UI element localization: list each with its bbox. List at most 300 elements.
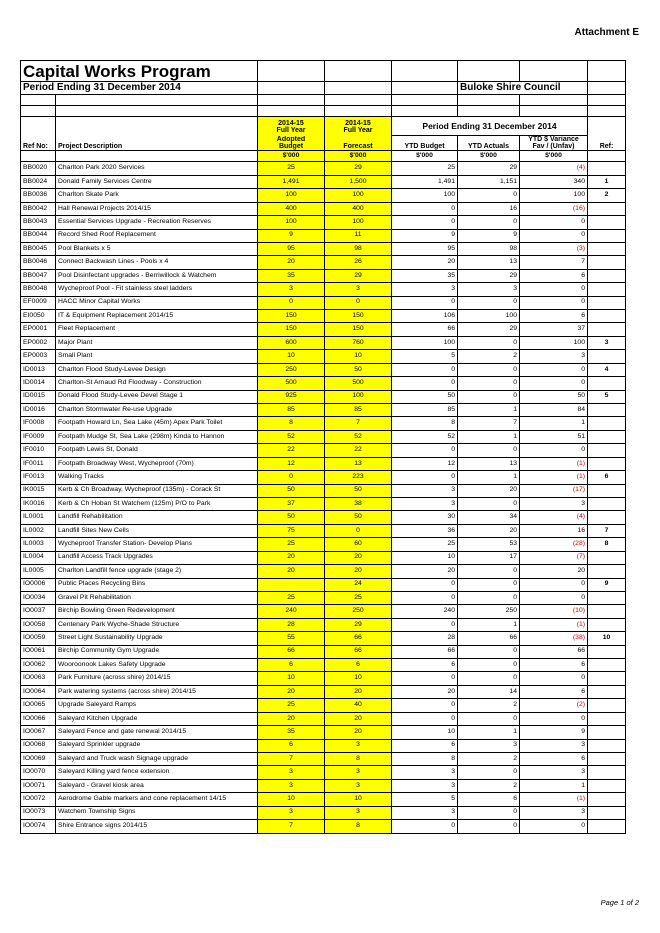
ref-note: 7 xyxy=(588,524,626,537)
full-year-forecast: 20 xyxy=(325,726,392,739)
period-group-header: Period Ending 31 December 2014 xyxy=(392,117,588,136)
adopted-budget: 100 xyxy=(258,189,325,202)
ytd-budget: 0 xyxy=(392,471,458,484)
ytd-budget: 100 xyxy=(392,189,458,202)
table-row xyxy=(21,685,626,698)
project-description: Essential Services Upgrade - Recreation Reserves xyxy=(56,216,258,229)
ytd-actual: 0 xyxy=(458,645,520,658)
table-row xyxy=(21,779,626,792)
ytd-actual: 1 xyxy=(458,726,520,739)
table-row xyxy=(21,404,626,417)
ytd-budget: 66 xyxy=(392,323,458,336)
ytd-actual: 0 xyxy=(458,363,520,376)
ref-note: 5 xyxy=(588,390,626,403)
full-year-forecast: 100 xyxy=(325,390,392,403)
project-code: IF0009 xyxy=(21,430,56,443)
adopted-budget: 1,491 xyxy=(258,175,325,188)
table-row xyxy=(21,659,626,672)
adopted-budget: 925 xyxy=(258,390,325,403)
project-code: IL0002 xyxy=(21,524,56,537)
ytd-variance: (2) xyxy=(520,699,588,712)
adopted-budget xyxy=(258,578,325,591)
ytd-budget: 3 xyxy=(392,497,458,510)
ref-note xyxy=(588,283,626,296)
project-code: EP0003 xyxy=(21,350,56,363)
project-code: ID0016 xyxy=(21,404,56,417)
adopted-budget: 75 xyxy=(258,524,325,537)
ytd-variance: 6 xyxy=(520,752,588,765)
project-code: IO0065 xyxy=(21,699,56,712)
adopted-budget: 100 xyxy=(258,216,325,229)
ref-note: 6 xyxy=(588,471,626,484)
ref-note: 4 xyxy=(588,363,626,376)
ytd-variance: 1 xyxy=(520,779,588,792)
table-row xyxy=(21,444,626,457)
ytd-budget: 0 xyxy=(392,444,458,457)
ref-note xyxy=(588,377,626,390)
unit-label: $'000 xyxy=(520,151,588,162)
ytd-variance: 0 xyxy=(520,229,588,242)
full-year-forecast: 150 xyxy=(325,323,392,336)
project-code: IO0037 xyxy=(21,605,56,618)
table-row xyxy=(21,726,626,739)
ref-note xyxy=(588,242,626,255)
ytd-actual: 0 xyxy=(458,659,520,672)
ytd-actual: 1 xyxy=(458,618,520,631)
adopted-budget: 85 xyxy=(258,404,325,417)
full-year-forecast: 400 xyxy=(325,202,392,215)
project-description: Park watering systems (across shire) 2014/15 xyxy=(56,685,258,698)
project-description: Birchip Bowling Green Redevelopment xyxy=(56,605,258,618)
table-row xyxy=(21,672,626,685)
ytd-budget: 8 xyxy=(392,417,458,430)
project-code: IF0008 xyxy=(21,417,56,430)
ytd-actual: 1 xyxy=(458,471,520,484)
full-year-forecast: 85 xyxy=(325,404,392,417)
project-code: IO0071 xyxy=(21,779,56,792)
ref-note xyxy=(588,739,626,752)
ytd-actual: 53 xyxy=(458,538,520,551)
ytd-budget: 0 xyxy=(392,712,458,725)
table-row xyxy=(21,766,626,779)
project-code: IO0006 xyxy=(21,578,56,591)
ytd-variance: (7) xyxy=(520,551,588,564)
ytd-actual: 2 xyxy=(458,350,520,363)
project-desc-header: Project Description xyxy=(56,136,258,151)
ytd-budget: 66 xyxy=(392,645,458,658)
ytd-variance: 0 xyxy=(520,578,588,591)
ytd-actual: 0 xyxy=(458,565,520,578)
ref-note xyxy=(588,618,626,631)
full-year-forecast: 3 xyxy=(325,283,392,296)
project-code: IL0001 xyxy=(21,511,56,524)
adopted-budget: 7 xyxy=(258,820,325,833)
ref-note xyxy=(588,766,626,779)
ytd-actual: 0 xyxy=(458,497,520,510)
ytd-variance: 66 xyxy=(520,645,588,658)
table-row xyxy=(21,269,626,282)
ref-note: 8 xyxy=(588,538,626,551)
ytd-budget: 95 xyxy=(392,242,458,255)
project-description: Gravel Pit Rehabilitation xyxy=(56,591,258,604)
ytd-variance: 6 xyxy=(520,310,588,323)
ytd-variance: 0 xyxy=(520,444,588,457)
project-description: Landfill Access Track Upgrades xyxy=(56,551,258,564)
ytd-actual: 0 xyxy=(458,216,520,229)
adopted-budget: 25 xyxy=(258,162,325,175)
project-description: Centenary Park Wyche-Shade Structure xyxy=(56,618,258,631)
unit-row xyxy=(21,151,626,162)
full-year-forecast: 7 xyxy=(325,417,392,430)
adopted-budget: 20 xyxy=(258,256,325,269)
adopted-budget: 55 xyxy=(258,632,325,645)
ref-note: 10 xyxy=(588,632,626,645)
adopted-budget: 35 xyxy=(258,269,325,282)
ytd-variance: 0 xyxy=(520,820,588,833)
unit-label: $'000 xyxy=(325,151,392,162)
project-description: Public Places Recycling Bins xyxy=(56,578,258,591)
ytd-actuals-header: YTD Actuals xyxy=(458,136,520,151)
table-row xyxy=(21,256,626,269)
period-row xyxy=(21,82,626,95)
project-description: Small Plant xyxy=(56,350,258,363)
ref-note xyxy=(588,162,626,175)
ytd-budget: 0 xyxy=(392,591,458,604)
project-code: ID0014 xyxy=(21,377,56,390)
full-year-forecast: 50 xyxy=(325,511,392,524)
project-description: Saleyard and Truck wash Signage upgrade xyxy=(56,752,258,765)
ytd-budget: 0 xyxy=(392,578,458,591)
table-row xyxy=(21,618,626,631)
adopted-budget: 25 xyxy=(258,699,325,712)
full-year-forecast: 20 xyxy=(325,685,392,698)
ytd-budget: 5 xyxy=(392,793,458,806)
attachment-label: Attachment E xyxy=(574,27,639,38)
spacer-row xyxy=(21,95,626,106)
project-code: EF0009 xyxy=(21,296,56,309)
table-row xyxy=(21,283,626,296)
forecast-header-bottom: Forecast xyxy=(325,136,392,151)
full-year-forecast: 22 xyxy=(325,444,392,457)
table-row xyxy=(21,377,626,390)
project-description: Shire Entrance signs 2014/15 xyxy=(56,820,258,833)
project-description: Pool Disinfectant upgrades - Berriwillock & Watchem xyxy=(56,269,258,282)
table-row xyxy=(21,806,626,819)
project-code: EI0050 xyxy=(21,310,56,323)
full-year-forecast: 10 xyxy=(325,350,392,363)
project-code: IF0011 xyxy=(21,457,56,470)
project-code: BB0044 xyxy=(21,229,56,242)
project-description: Saleyard Fence and gate renewal 2014/15 xyxy=(56,726,258,739)
ytd-budget: 106 xyxy=(392,310,458,323)
ytd-variance: 37 xyxy=(520,323,588,336)
ytd-budget: 100 xyxy=(392,336,458,349)
project-code: IL0003 xyxy=(21,538,56,551)
ytd-variance: (28) xyxy=(520,538,588,551)
project-description: Saleyard - Gravel kiosk area xyxy=(56,779,258,792)
ytd-variance: (4) xyxy=(520,511,588,524)
full-year-forecast: 60 xyxy=(325,538,392,551)
ytd-actual: 3 xyxy=(458,283,520,296)
adopted-budget: 0 xyxy=(258,296,325,309)
ytd-actual: 250 xyxy=(458,605,520,618)
ytd-actual: 13 xyxy=(458,457,520,470)
adopted-budget: 3 xyxy=(258,806,325,819)
project-code: BB0036 xyxy=(21,189,56,202)
ref-note xyxy=(588,659,626,672)
adopted-budget: 20 xyxy=(258,565,325,578)
ytd-variance: 51 xyxy=(520,430,588,443)
ytd-actual: 29 xyxy=(458,269,520,282)
project-description: Upgrade Saleyard Ramps xyxy=(56,699,258,712)
ytd-variance: 0 xyxy=(520,363,588,376)
project-code: IF0010 xyxy=(21,444,56,457)
project-code: IO0059 xyxy=(21,632,56,645)
project-code: IO0063 xyxy=(21,672,56,685)
ref-note xyxy=(588,699,626,712)
adopted-budget: 400 xyxy=(258,202,325,215)
project-description: Charlton Stormwater Re-use Upgrade xyxy=(56,404,258,417)
project-code: BB0045 xyxy=(21,242,56,255)
ytd-variance: 0 xyxy=(520,591,588,604)
ytd-actual: 0 xyxy=(458,766,520,779)
ytd-budget: 28 xyxy=(392,632,458,645)
ref-note xyxy=(588,350,626,363)
full-year-forecast: 50 xyxy=(325,484,392,497)
full-year-forecast: 66 xyxy=(325,632,392,645)
full-year-forecast: 20 xyxy=(325,712,392,725)
project-description: Landfill Rehabilitation xyxy=(56,511,258,524)
ytd-actual: 1,151 xyxy=(458,175,520,188)
ytd-variance: 0 xyxy=(520,283,588,296)
project-code: IO0067 xyxy=(21,726,56,739)
ytd-budget: 0 xyxy=(392,363,458,376)
adopted-budget: 10 xyxy=(258,672,325,685)
table-row xyxy=(21,189,626,202)
table-row xyxy=(21,242,626,255)
table-row xyxy=(21,296,626,309)
ytd-actual: 0 xyxy=(458,444,520,457)
table-row xyxy=(21,820,626,833)
ytd-actual: 16 xyxy=(458,202,520,215)
project-code: IL0005 xyxy=(21,565,56,578)
table-row xyxy=(21,752,626,765)
ytd-actual: 1 xyxy=(458,430,520,443)
ytd-budget: 8 xyxy=(392,752,458,765)
ytd-budget: 1,491 xyxy=(392,175,458,188)
ytd-variance: 0 xyxy=(520,296,588,309)
full-year-forecast: 29 xyxy=(325,618,392,631)
project-description: Charlton Park 2020 Services xyxy=(56,162,258,175)
ref-note xyxy=(588,591,626,604)
table-row xyxy=(21,336,626,349)
ref-note xyxy=(588,752,626,765)
project-description: Watchem Township Signs xyxy=(56,806,258,819)
project-code: IO0058 xyxy=(21,618,56,631)
ref-no-header: Ref No: xyxy=(21,136,56,151)
table-body xyxy=(21,61,626,834)
ytd-variance: 3 xyxy=(520,739,588,752)
ref-note xyxy=(588,685,626,698)
full-year-forecast: 100 xyxy=(325,216,392,229)
full-year-forecast: 3 xyxy=(325,779,392,792)
project-code: BB0024 xyxy=(21,175,56,188)
ytd-actual: 9 xyxy=(458,229,520,242)
ref-note xyxy=(588,229,626,242)
project-description: Saleyard Kitchen Upgrade xyxy=(56,712,258,725)
ytd-variance: 100 xyxy=(520,189,588,202)
ref-note: 2 xyxy=(588,189,626,202)
full-year-forecast: 8 xyxy=(325,752,392,765)
ytd-budget: 20 xyxy=(392,256,458,269)
project-code: EP0001 xyxy=(21,323,56,336)
table-row xyxy=(21,417,626,430)
ytd-budget: 3 xyxy=(392,766,458,779)
project-description: Landfill Sites New Cells xyxy=(56,524,258,537)
project-description: Saleyard Sprinkler upgrade xyxy=(56,739,258,752)
table-row xyxy=(21,793,626,806)
ytd-variance: 6 xyxy=(520,685,588,698)
full-year-forecast: 13 xyxy=(325,457,392,470)
ytd-variance: 16 xyxy=(520,524,588,537)
ytd-variance: 100 xyxy=(520,336,588,349)
table-row xyxy=(21,471,626,484)
adopted-budget: 3 xyxy=(258,283,325,296)
ytd-actual: 0 xyxy=(458,189,520,202)
adopted-budget: 25 xyxy=(258,591,325,604)
project-code: IK0015 xyxy=(21,484,56,497)
ref-note xyxy=(588,565,626,578)
table-row xyxy=(21,390,626,403)
full-year-forecast: 6 xyxy=(325,659,392,672)
ref-note xyxy=(588,202,626,215)
project-code: IO0069 xyxy=(21,752,56,765)
ref-note xyxy=(588,793,626,806)
table-row xyxy=(21,565,626,578)
ytd-variance: 20 xyxy=(520,565,588,578)
ytd-budget: 0 xyxy=(392,296,458,309)
full-year-forecast: 150 xyxy=(325,310,392,323)
full-year-forecast: 10 xyxy=(325,793,392,806)
ytd-actual: 0 xyxy=(458,591,520,604)
full-year-forecast: 98 xyxy=(325,242,392,255)
ref-note xyxy=(588,551,626,564)
ytd-variance: 3 xyxy=(520,497,588,510)
unit-label: $'000 xyxy=(258,151,325,162)
ytd-budget: 5 xyxy=(392,350,458,363)
ytd-budget: 20 xyxy=(392,565,458,578)
ref-header: Ref: xyxy=(588,136,626,151)
table-row xyxy=(21,699,626,712)
ytd-actual: 0 xyxy=(458,672,520,685)
adopted-budget: 50 xyxy=(258,484,325,497)
table-row xyxy=(21,216,626,229)
table-row xyxy=(21,632,626,645)
table-row xyxy=(21,645,626,658)
ytd-actual: 29 xyxy=(458,323,520,336)
full-year-forecast: 24 xyxy=(325,578,392,591)
ytd-variance: 0 xyxy=(520,377,588,390)
project-code: IO0066 xyxy=(21,712,56,725)
ytd-budget: 50 xyxy=(392,390,458,403)
ytd-actual: 17 xyxy=(458,551,520,564)
table-row xyxy=(21,538,626,551)
capital-works-table xyxy=(20,60,626,834)
ytd-budget: 3 xyxy=(392,779,458,792)
project-description: Footpath Broadway West, Wycheproof (70m) xyxy=(56,457,258,470)
ref-note xyxy=(588,806,626,819)
project-code: EP0002 xyxy=(21,336,56,349)
project-description: HACC Minor Capital Works xyxy=(56,296,258,309)
table-row xyxy=(21,578,626,591)
table-row xyxy=(21,175,626,188)
project-code: BB0043 xyxy=(21,216,56,229)
full-year-forecast: 10 xyxy=(325,672,392,685)
ytd-budget: 30 xyxy=(392,511,458,524)
full-year-forecast: 11 xyxy=(325,229,392,242)
project-description: Wooroonook Lakes Safety Upgrade xyxy=(56,659,258,672)
ytd-budget: 0 xyxy=(392,618,458,631)
project-description: Donald Family Services Centre xyxy=(56,175,258,188)
table-row xyxy=(21,551,626,564)
ytd-actual: 6 xyxy=(458,793,520,806)
page-number: Page 1 of 2 xyxy=(600,898,639,907)
table-row xyxy=(21,350,626,363)
ytd-variance: (4) xyxy=(520,162,588,175)
adopted-budget: 10 xyxy=(258,350,325,363)
full-year-forecast: 20 xyxy=(325,551,392,564)
title-row xyxy=(21,61,626,82)
full-year-forecast: 40 xyxy=(325,699,392,712)
adopted-budget: 3 xyxy=(258,766,325,779)
ytd-actual: 0 xyxy=(458,806,520,819)
adopted-budget: 600 xyxy=(258,336,325,349)
table-row xyxy=(21,591,626,604)
unit-label: $'000 xyxy=(458,151,520,162)
ytd-budget: 0 xyxy=(392,672,458,685)
project-code: BB0046 xyxy=(21,256,56,269)
adopted-budget: 7 xyxy=(258,752,325,765)
ytd-budget: 0 xyxy=(392,820,458,833)
ytd-variance: 3 xyxy=(520,766,588,779)
project-description: Charlton Landfill fence upgrade (stage 2) xyxy=(56,565,258,578)
ref-note xyxy=(588,605,626,618)
ytd-variance: (1) xyxy=(520,457,588,470)
ytd-actual: 1 xyxy=(458,404,520,417)
full-year-forecast: 38 xyxy=(325,497,392,510)
ytd-budget: 12 xyxy=(392,457,458,470)
ytd-budget: 36 xyxy=(392,524,458,537)
ref-note xyxy=(588,269,626,282)
full-year-forecast: 50 xyxy=(325,363,392,376)
ytd-variance: 3 xyxy=(520,350,588,363)
adopted-budget: 6 xyxy=(258,739,325,752)
ytd-budget: 3 xyxy=(392,283,458,296)
ref-note xyxy=(588,417,626,430)
table-row xyxy=(21,497,626,510)
table-row xyxy=(21,202,626,215)
table-row xyxy=(21,310,626,323)
ref-note xyxy=(588,457,626,470)
full-year-forecast: 3 xyxy=(325,766,392,779)
adopted-budget: 50 xyxy=(258,511,325,524)
project-code: IO0061 xyxy=(21,645,56,658)
project-description: IT & Equipment Replacement 2014/15 xyxy=(56,310,258,323)
table-row xyxy=(21,323,626,336)
ytd-actual: 7 xyxy=(458,417,520,430)
project-description: Saleyard Killing yard fence extension xyxy=(56,766,258,779)
project-code: BB0042 xyxy=(21,202,56,215)
